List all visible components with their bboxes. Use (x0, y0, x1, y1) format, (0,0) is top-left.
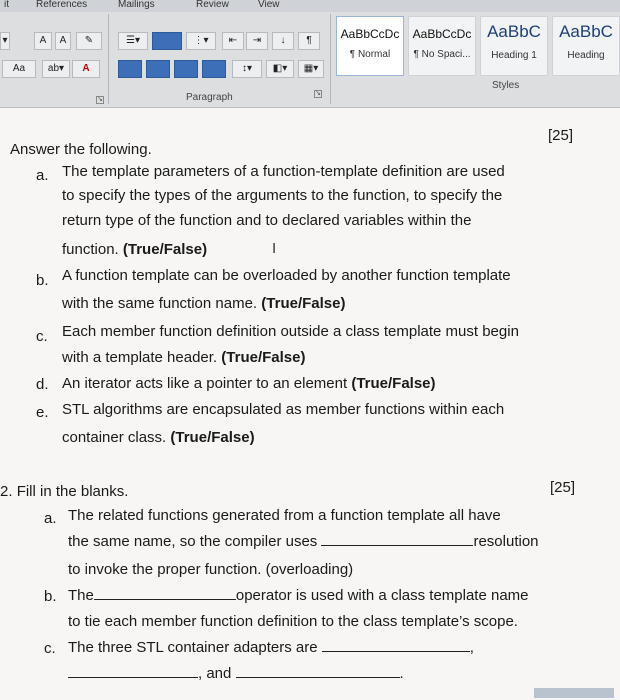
paragraph-dialog-launcher-icon[interactable]: ↘ (315, 90, 321, 97)
q1-item-marker: d. (36, 376, 49, 393)
q1e-line-2 (62, 428, 255, 447)
align-center-button[interactable] (146, 60, 170, 78)
q1a-text: function. (62, 241, 119, 258)
q1c-line-1: Each member function definition outside a class template must begin (62, 323, 519, 340)
style-heading-1[interactable] (480, 16, 548, 76)
q2-item-marker: a. (44, 510, 57, 527)
decrease-indent-button[interactable]: ⇤ (222, 32, 244, 50)
q2-number: 2. (0, 483, 13, 500)
tab-partial[interactable]: it (4, 0, 9, 10)
q2c-blank-1[interactable] (322, 638, 470, 652)
q2a-line-2 (68, 532, 539, 551)
style-name: ¶ No Spaci... (413, 49, 471, 60)
q1b-line-2 (62, 294, 345, 313)
q1-points: [25] (548, 127, 574, 144)
style-heading-2[interactable] (552, 16, 620, 76)
q2a-line-3: to invoke the proper function. (overloading) (68, 561, 354, 578)
q1-item-marker: a. (36, 167, 49, 184)
align-right-button[interactable] (174, 60, 198, 78)
q1b-answer: (True/False) (261, 295, 346, 312)
q1a-answer: (True/False) (122, 241, 208, 258)
q1a-line-2: to specify the types of the arguments to the function, to specify the (62, 187, 503, 204)
style-name: Heading (567, 50, 605, 61)
font-size-dropdown[interactable]: ▾ (0, 32, 10, 50)
tab-mailings[interactable]: Mailings (118, 0, 155, 10)
q1a-line-3: return type of the function and to declared variables within the (62, 212, 472, 229)
highlight-color-button[interactable]: ab▾ (42, 60, 70, 78)
style-sample: AaBbCcDc (412, 27, 472, 41)
shading-button[interactable]: ◧▾ (266, 60, 294, 78)
q1e-line-1: STL algorithms are encapsulated as member functions within each (62, 401, 505, 418)
style-name: Heading 1 (491, 50, 537, 61)
q1c-text: with a template header. (62, 349, 218, 366)
q2c-line-1 (68, 638, 474, 657)
style-name: ¶ Normal (349, 49, 391, 60)
align-left-button[interactable] (118, 60, 142, 78)
sort-button[interactable]: ↓ (272, 32, 294, 50)
clear-formatting-button[interactable]: ✎ (76, 32, 102, 50)
q2b-line-1 (68, 586, 529, 605)
justify-button[interactable] (202, 60, 226, 78)
show-marks-button[interactable]: ¶ (298, 32, 320, 50)
change-case-button[interactable]: Aa (2, 60, 36, 78)
group-separator (108, 14, 109, 104)
style-sample: AaBbCcDc (340, 27, 400, 41)
font-color-button[interactable]: A (72, 60, 100, 78)
styles-group-label: Styles (492, 80, 520, 91)
q2c-blank-2[interactable] (68, 664, 198, 678)
q2a-blank[interactable] (321, 532, 473, 546)
q2a-line-1: The related functions generated from a function template all have (68, 507, 501, 524)
q2c-text-3: , and (198, 665, 232, 682)
ribbon (0, 0, 620, 108)
q2c-text-1: The three STL container adapters are (68, 639, 318, 656)
q2c-line-2 (68, 664, 404, 683)
q2-item-marker: c. (44, 640, 56, 657)
q2b-line-2: to tie each member function definition to the class template’s scope. (68, 613, 518, 630)
q2b-text-2: operator is used with a class template name (235, 587, 529, 604)
group-separator (330, 14, 331, 104)
font-dialog-launcher-icon[interactable]: ↘ (97, 96, 103, 103)
shrink-font-button[interactable]: A (55, 32, 71, 50)
text-cursor-icon: I (272, 240, 277, 257)
tab-references[interactable]: References (36, 0, 88, 10)
q2-points: [25] (550, 479, 576, 496)
q1a-line-1: The template parameters of a function-template definition are used (62, 163, 505, 180)
taskbar-icons (534, 688, 614, 698)
style-no-spacing[interactable] (408, 16, 476, 76)
q2b-blank[interactable] (94, 586, 236, 600)
q2c-blank-3[interactable] (236, 664, 400, 678)
tab-view[interactable]: View (258, 0, 280, 10)
ribbon-tab-bar (0, 0, 620, 12)
q2b-text-1: The (68, 587, 94, 604)
document-page[interactable] (0, 108, 620, 700)
q1d-text: An iterator acts like a pointer to an element (62, 375, 348, 392)
q2a-text-1: the same name, so the compiler uses (68, 533, 318, 550)
q1b-line-1: A function template can be overloaded by another function template (62, 267, 511, 284)
q1-item-marker: b. (36, 272, 49, 289)
numbering-button[interactable] (152, 32, 182, 50)
q2-intro (0, 482, 128, 501)
borders-button[interactable]: ▦▾ (298, 60, 324, 78)
increase-indent-button[interactable]: ⇥ (246, 32, 268, 50)
q1e-text: container class. (62, 429, 167, 446)
style-normal[interactable] (336, 16, 404, 76)
q1a-line-4 (62, 240, 207, 259)
q1d-answer: (True/False) (351, 375, 436, 392)
paragraph-group-label: Paragraph (186, 92, 233, 103)
bullets-button[interactable]: ☰▾ (118, 32, 148, 50)
line-spacing-button[interactable]: ↕▾ (232, 60, 262, 78)
q1c-answer: (True/False) (221, 349, 306, 366)
q1d-line-1 (62, 374, 436, 393)
q1b-text: with the same function name. (62, 295, 258, 312)
q2-item-marker: b. (44, 588, 57, 605)
q1-item-marker: e. (36, 404, 49, 421)
q1-item-marker: c. (36, 328, 48, 345)
q2c-text-4: . (399, 665, 404, 682)
q2c-text-2: , (469, 639, 474, 656)
q2a-text-2: resolution (473, 533, 539, 550)
multilevel-list-button[interactable]: ⋮▾ (186, 32, 216, 50)
grow-font-button[interactable]: A (34, 32, 52, 50)
style-sample: AaBbC (487, 22, 541, 41)
style-sample: AaBbC (559, 22, 613, 41)
q1e-answer: (True/False) (170, 429, 255, 446)
q1c-line-2 (62, 348, 305, 367)
q1-intro: Answer the following. (10, 141, 152, 158)
tab-review[interactable]: Review (196, 0, 229, 10)
q2-intro-text: Fill in the blanks. (16, 483, 129, 500)
